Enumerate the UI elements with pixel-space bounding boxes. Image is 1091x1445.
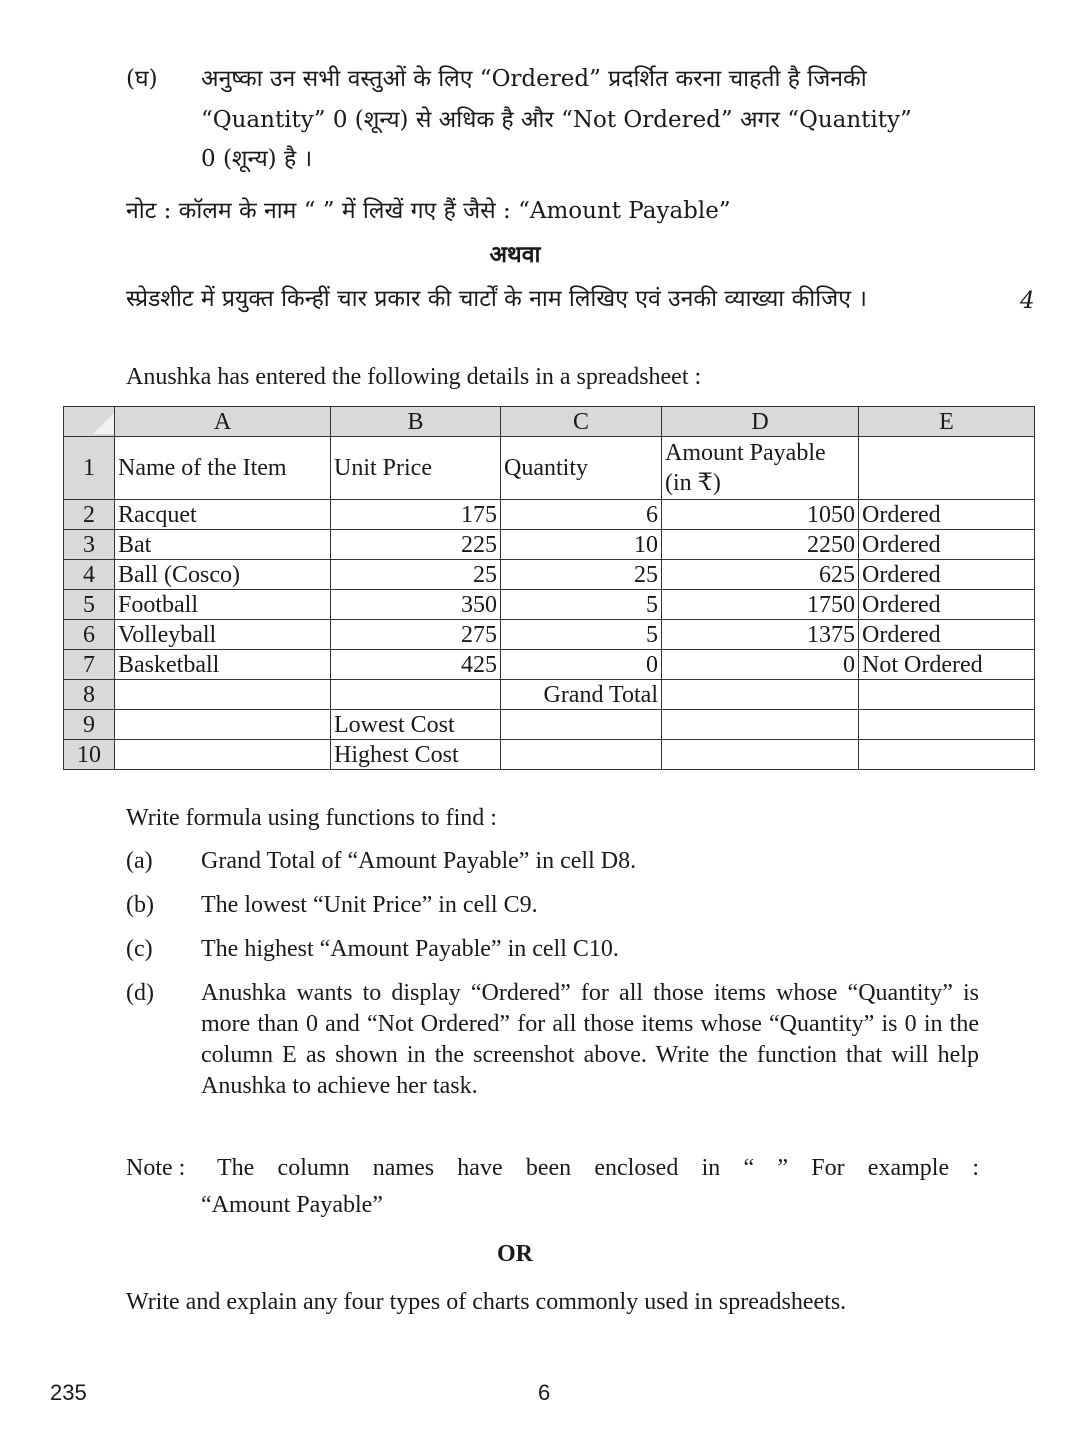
marks: 4 [1020,288,1035,314]
hindi-q-line1: अनुष्का उन सभी वस्तुओं के लिए “Ordered” प्रदर्शित करना चाहती है जिनकी [201,66,867,92]
cell[interactable] [115,740,331,770]
questions-lead: Write formula using functions to find : [126,805,497,831]
hindi-note: नोट : कॉलम के नाम “ ” में लिखें गए हैं जैसे : “Amount Payable” [126,198,731,224]
hindi-q-label: (घ) [126,66,158,92]
cell[interactable]: Name of the Item [115,437,331,500]
column-header-row [64,407,1035,437]
row-header[interactable]: 5 [64,590,115,620]
cell[interactable]: Quantity [501,437,662,500]
cell[interactable]: 625 [662,560,859,590]
row-header[interactable]: 1 [64,437,115,500]
or-separator: OR [497,1241,533,1267]
cell[interactable]: Highest Cost [331,740,501,770]
cell[interactable] [662,740,859,770]
cell[interactable]: Bat [115,530,331,560]
cell[interactable]: 6 [501,500,662,530]
cell[interactable]: 1050 [662,500,859,530]
question-label-c: (c) [126,936,153,962]
cell[interactable]: 25 [331,560,501,590]
question-text-a: Grand Total of “Amount Payable” in cell D8. [201,848,637,874]
paper-code: 235 [50,1380,87,1405]
intro-text: Anushka has entered the following details in a spreadsheet : [126,364,702,390]
cell[interactable]: Ball (Cosco) [115,560,331,590]
table-row [64,500,1035,530]
cell[interactable]: Football [115,590,331,620]
column-header-a[interactable]: A [115,407,331,437]
table-row [64,530,1035,560]
cell[interactable]: Amount Payable (in ₹) [662,437,859,500]
row-header[interactable]: 9 [64,710,115,740]
cell[interactable] [662,680,859,710]
cell[interactable]: Ordered [859,560,1035,590]
question-text-b: The lowest “Unit Price” in cell C9. [201,892,538,918]
cell[interactable]: 5 [501,590,662,620]
page-number: 6 [538,1380,551,1405]
table-row [64,680,1035,710]
question-text-d: Anushka wants to display “Ordered” for all those items whose “Quantity” is more than 0 and “Not Ordered” for all those items whose “Quantity” is 0 in the column E as shown in the screenshot above. Write the function that will help Anushka to achieve her task. [201,980,979,1099]
cell[interactable]: Racquet [115,500,331,530]
corner-triangle-icon [93,412,115,434]
cell[interactable]: 425 [331,650,501,680]
cell[interactable]: 2250 [662,530,859,560]
row-header[interactable]: 8 [64,680,115,710]
cell[interactable] [501,710,662,740]
cell[interactable]: Volleyball [115,620,331,650]
cell[interactable]: Ordered [859,530,1035,560]
cell[interactable] [115,680,331,710]
question-text-c: The highest “Amount Payable” in cell C10. [201,936,619,962]
note-example: “Amount Payable” [201,1192,383,1218]
note-text: The column names have been enclosed in “ ” For example : [217,1155,979,1181]
cell[interactable]: Lowest Cost [331,710,501,740]
cell[interactable]: 175 [331,500,501,530]
cell[interactable]: 0 [501,650,662,680]
cell[interactable]: Unit Price [331,437,501,500]
row-header[interactable]: 4 [64,560,115,590]
spreadsheet-table [63,406,1035,770]
row-header[interactable]: 2 [64,500,115,530]
question-label-b: (b) [126,892,154,918]
table-row [64,590,1035,620]
cell[interactable] [859,740,1035,770]
cell[interactable]: 1750 [662,590,859,620]
cell[interactable]: 225 [331,530,501,560]
cell[interactable]: Basketball [115,650,331,680]
select-all-corner[interactable] [64,407,115,437]
row-header[interactable]: 6 [64,620,115,650]
cell[interactable]: 25 [501,560,662,590]
cell[interactable]: Grand Total [501,680,662,710]
table-row [64,710,1035,740]
cell[interactable]: 350 [331,590,501,620]
table-row [64,620,1035,650]
cell[interactable] [662,710,859,740]
table-row [64,650,1035,680]
cell[interactable]: 0 [662,650,859,680]
cell[interactable] [859,710,1035,740]
hindi-alt-question: स्प्रेडशीट में प्रयुक्त किन्हीं चार प्रकार की चार्टों के नाम लिखिए एवं उनकी व्याख्या कीजिए । [126,286,867,312]
cell[interactable] [115,710,331,740]
column-header-d[interactable]: D [662,407,859,437]
hindi-q-line2: “Quantity” 0 (शून्य) से अधिक है और “Not Ordered” अगर “Quantity” [201,107,912,133]
note-label: Note : [126,1155,186,1181]
cell[interactable] [859,437,1035,500]
hindi-q-line3: 0 (शून्य) है । [201,146,313,172]
cell[interactable]: 10 [501,530,662,560]
cell[interactable]: 1375 [662,620,859,650]
cell[interactable] [331,680,501,710]
hindi-or: अथवा [489,241,541,268]
cell[interactable]: Ordered [859,500,1035,530]
row-header[interactable]: 7 [64,650,115,680]
column-header-c[interactable]: C [501,407,662,437]
row-header[interactable]: 3 [64,530,115,560]
column-header-b[interactable]: B [331,407,501,437]
cell[interactable]: 275 [331,620,501,650]
cell[interactable]: Ordered [859,620,1035,650]
cell[interactable] [859,680,1035,710]
cell[interactable]: Not Ordered [859,650,1035,680]
cell[interactable]: Ordered [859,590,1035,620]
column-header-e[interactable]: E [859,407,1035,437]
question-label-d: (d) [126,980,154,1006]
alt-question: Write and explain any four types of charts commonly used in spreadsheets. [126,1289,847,1315]
question-label-a: (a) [126,848,153,874]
table-row [64,560,1035,590]
row-header[interactable]: 10 [64,740,115,770]
table-row [64,437,1035,500]
cell[interactable] [501,740,662,770]
cell[interactable]: 5 [501,620,662,650]
table-row [64,740,1035,770]
